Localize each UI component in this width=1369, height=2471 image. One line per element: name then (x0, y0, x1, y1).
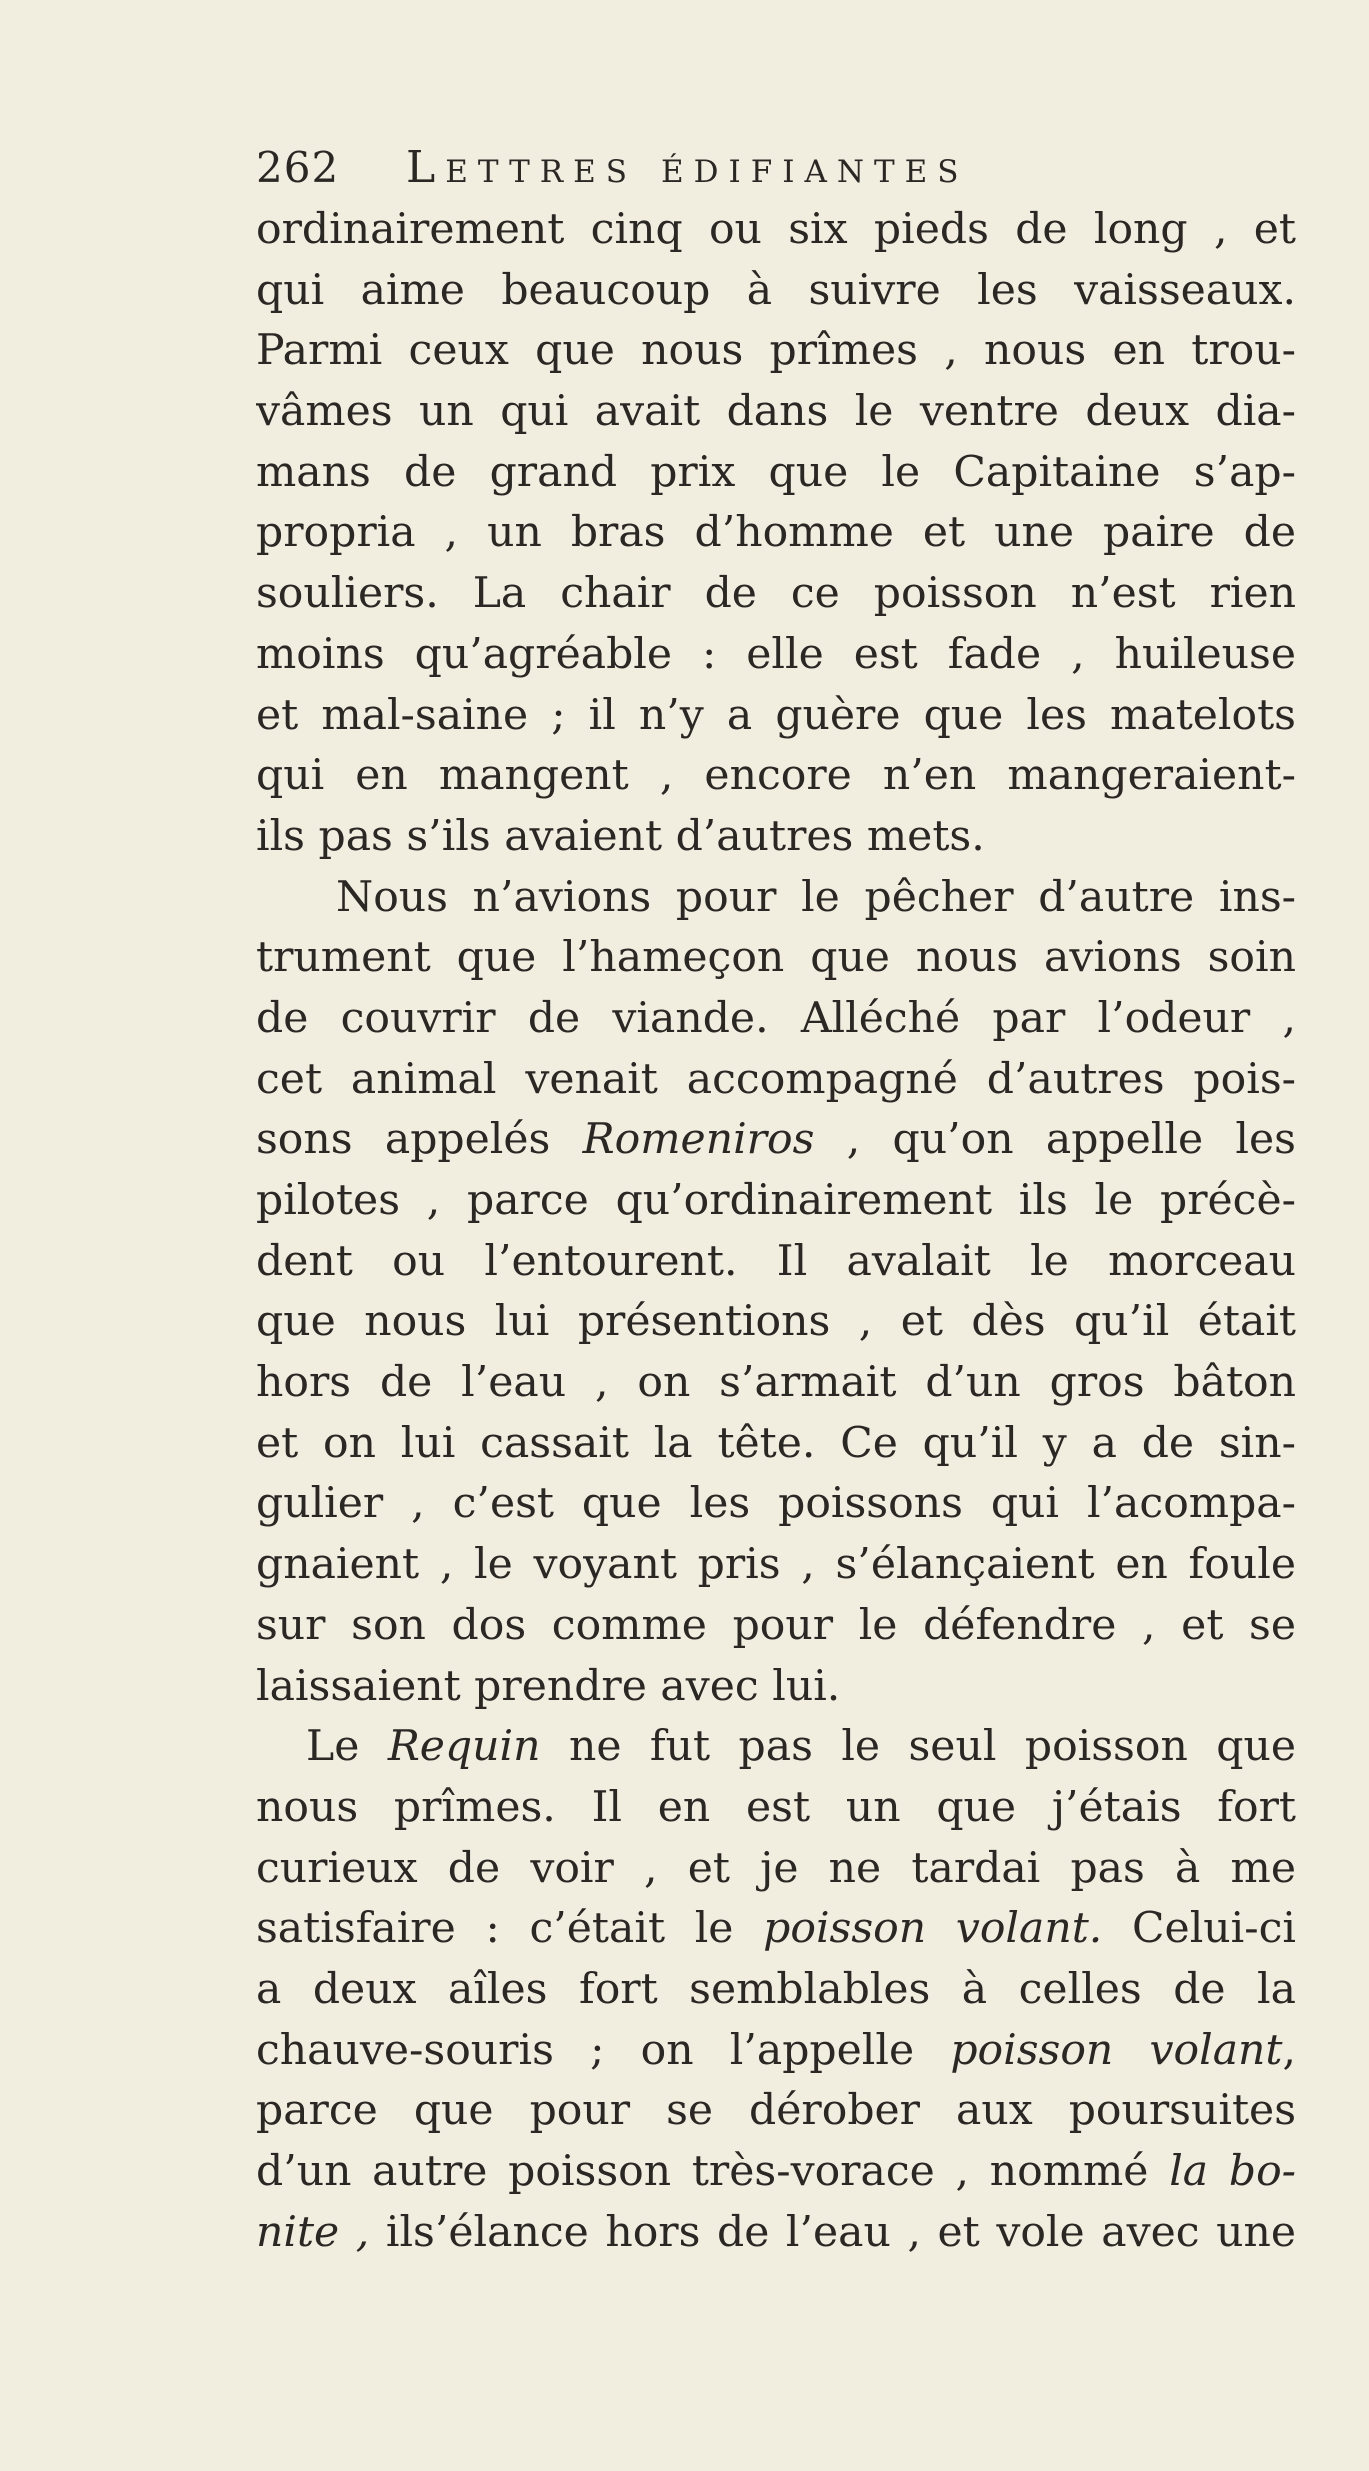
text-line: d’un autre poisson très-vorace , nommé la bo- (256, 2147, 1296, 2196)
italic-term: Romeniros (582, 1115, 815, 1165)
page-header (256, 138, 1136, 198)
text-line: pilotes , parce qu’ordinairement ils le précè- (256, 1176, 1296, 1225)
italic-term: Requin (387, 1722, 541, 1772)
text-line: gulier , c’est que les poissons qui l’acompa- (256, 1479, 1296, 1529)
text-line: sons appelés Romeniros , qu’on appelle les (256, 1115, 1296, 1165)
text-line: nous prîmes. Il en est un que j’étais fort (256, 1782, 1296, 1832)
body-text (256, 200, 1296, 2263)
text-line: sur son dos comme pour le défendre , et se (256, 1600, 1296, 1650)
italic-term: nite , (256, 2207, 370, 2257)
text-line: hors de l’eau , on s’armait d’un gros bâton (256, 1358, 1296, 1408)
text-line: propria , un bras d’homme et une paire de (256, 508, 1296, 558)
text-line: qui aime beaucoup à suivre les vaisseaux. (256, 265, 1296, 315)
text-line: vâmes un qui avait dans le ventre deux dia- (256, 387, 1296, 437)
text-line: chauve-souris ; on l’appelle poisson volant, (256, 2025, 1296, 2075)
text-line: de couvrir de viande. Alléché par l’odeur , (256, 993, 1296, 1043)
text-line: mans de grand prix que le Capitaine s’ap- (256, 447, 1296, 497)
text-line: trument que l’hameçon que nous avions soin (256, 933, 1296, 983)
text-line: et on lui cassait la tête. Ce qu’il y a de sin- (256, 1418, 1296, 1468)
text-line: laissaient prendre avec lui. (256, 1661, 841, 1711)
text-line: nite , ils’élance hors de l’eau , et vole avec une (256, 2207, 1296, 2257)
text-line: cet animal venait accompagné d’autres pois- (256, 1054, 1296, 1104)
text-line: Nous n’avions pour le pêcher d’autre ins- (336, 872, 1296, 922)
text-line: souliers. La chair de ce poisson n’est rien (256, 569, 1296, 619)
italic-term: poisson volant (950, 2025, 1283, 2075)
page-number: 262 (256, 143, 340, 192)
text-line: satisfaire : c’était le poisson volant. Celui-ci (256, 1904, 1296, 1954)
text-line: qui en mangent , encore n’en mangeraient- (256, 751, 1296, 801)
running-title: Lettres édifiantes (406, 142, 969, 193)
text-line: a deux aîles fort semblables à celles de la (256, 1964, 1296, 2014)
italic-term: la bo- (1169, 2147, 1296, 2196)
text-line: et mal-saine ; il n’y a guère que les matelots (256, 690, 1296, 740)
text-line: ordinairement cinq ou six pieds de long , et (256, 205, 1296, 254)
text-line: Parmi ceux que nous prîmes , nous en trou- (256, 326, 1296, 376)
text-line: moins qu’agréable : elle est fade , huileuse (256, 629, 1296, 679)
text-line: que nous lui présentions , et dès qu’il était (256, 1297, 1296, 1347)
text-line: dent ou l’entourent. Il avalait le morceau (256, 1236, 1296, 1286)
text-line: curieux de voir , et je ne tardai pas à me (256, 1843, 1296, 1893)
text-line: ils pas s’ils avaient d’autres mets. (256, 811, 985, 861)
text-line: gnaient , le voyant pris , s’élançaient en foule (256, 1540, 1296, 1590)
text-line: parce que pour se dérober aux poursuites (256, 2086, 1296, 2136)
text-line: Le Requin ne fut pas le seul poisson que (306, 1722, 1296, 1772)
italic-term: poisson volant. (763, 1904, 1103, 1954)
